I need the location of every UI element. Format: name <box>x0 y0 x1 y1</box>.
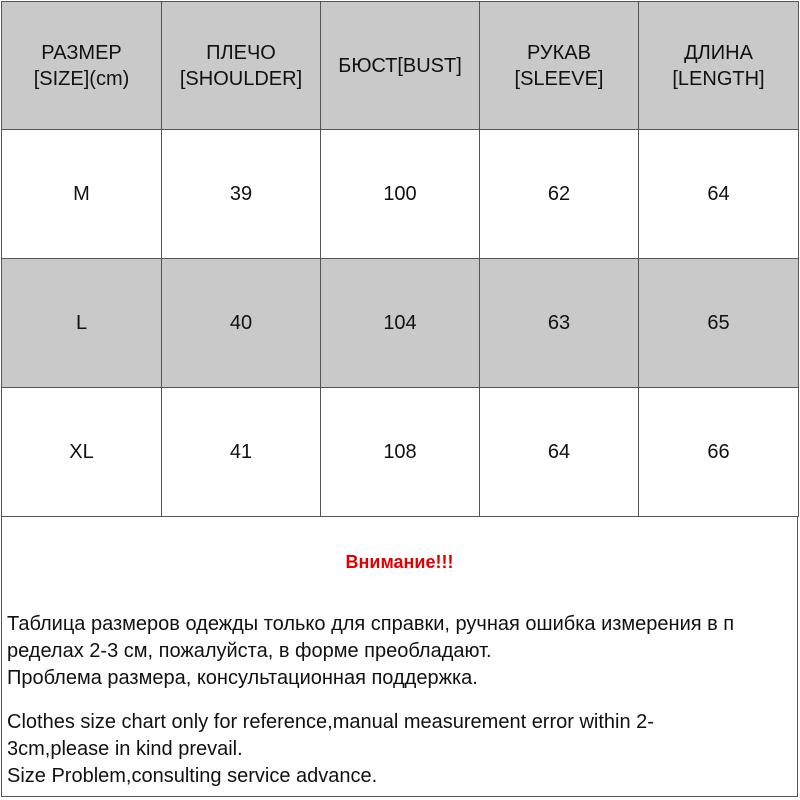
header-shoulder-ru: ПЛЕЧО <box>206 41 276 64</box>
table-row <box>2 388 799 517</box>
cell-shoulder: 41 <box>162 388 321 517</box>
header-shoulder <box>162 2 321 130</box>
header-length-en: [LENGTH] <box>672 67 765 90</box>
notice-russian-text <box>7 611 797 692</box>
notice-ru-line: Таблица размеров одежды только для справки, ручная ошибка измерения в п <box>7 613 735 635</box>
notice-ru-line: Проблема размера, консультационная поддержка. <box>7 667 478 689</box>
cell-length: 66 <box>639 388 799 517</box>
cell-sleeve: 63 <box>480 259 639 388</box>
cell-size: XL <box>2 388 162 517</box>
notice-english-text <box>7 709 797 790</box>
cell-bust: 108 <box>321 388 480 517</box>
cell-length: 65 <box>639 259 799 388</box>
notice-en-line: Size Problem,consulting service advance. <box>7 765 378 787</box>
notice-box <box>1 517 798 797</box>
header-size-ru: РАЗМЕР <box>41 41 122 64</box>
header-length <box>639 2 799 130</box>
header-length-ru: ДЛИНА <box>684 41 753 64</box>
cell-sleeve: 62 <box>480 130 639 259</box>
cell-shoulder: 39 <box>162 130 321 259</box>
notice-ru-line: ределах 2-3 см, пожалуйста, в форме преобладают. <box>7 640 492 662</box>
table-row <box>2 259 799 388</box>
header-sleeve-ru: РУКАВ <box>527 41 591 64</box>
header-size <box>2 2 162 130</box>
header-bust-label: БЮСТ[BUST] <box>338 54 462 77</box>
notice-en-line: 3cm,please in kind prevail. <box>7 738 243 760</box>
cell-sleeve: 64 <box>480 388 639 517</box>
header-size-en: [SIZE](cm) <box>33 67 130 90</box>
cell-bust: 104 <box>321 259 480 388</box>
cell-length: 64 <box>639 130 799 259</box>
notice-title: Внимание!!! <box>345 552 454 572</box>
header-sleeve-en: [SLEEVE] <box>514 67 604 90</box>
header-bust <box>321 2 480 130</box>
table-row <box>2 130 799 259</box>
cell-size: L <box>2 259 162 388</box>
notice-en-line: Clothes size chart only for reference,manual measurement error within 2- <box>7 711 654 733</box>
cell-shoulder: 40 <box>162 259 321 388</box>
header-shoulder-en: [SHOULDER] <box>179 67 303 90</box>
cell-bust: 100 <box>321 130 480 259</box>
size-table <box>1 1 799 517</box>
table-header-row <box>2 2 799 130</box>
cell-size: M <box>2 130 162 259</box>
header-sleeve <box>480 2 639 130</box>
